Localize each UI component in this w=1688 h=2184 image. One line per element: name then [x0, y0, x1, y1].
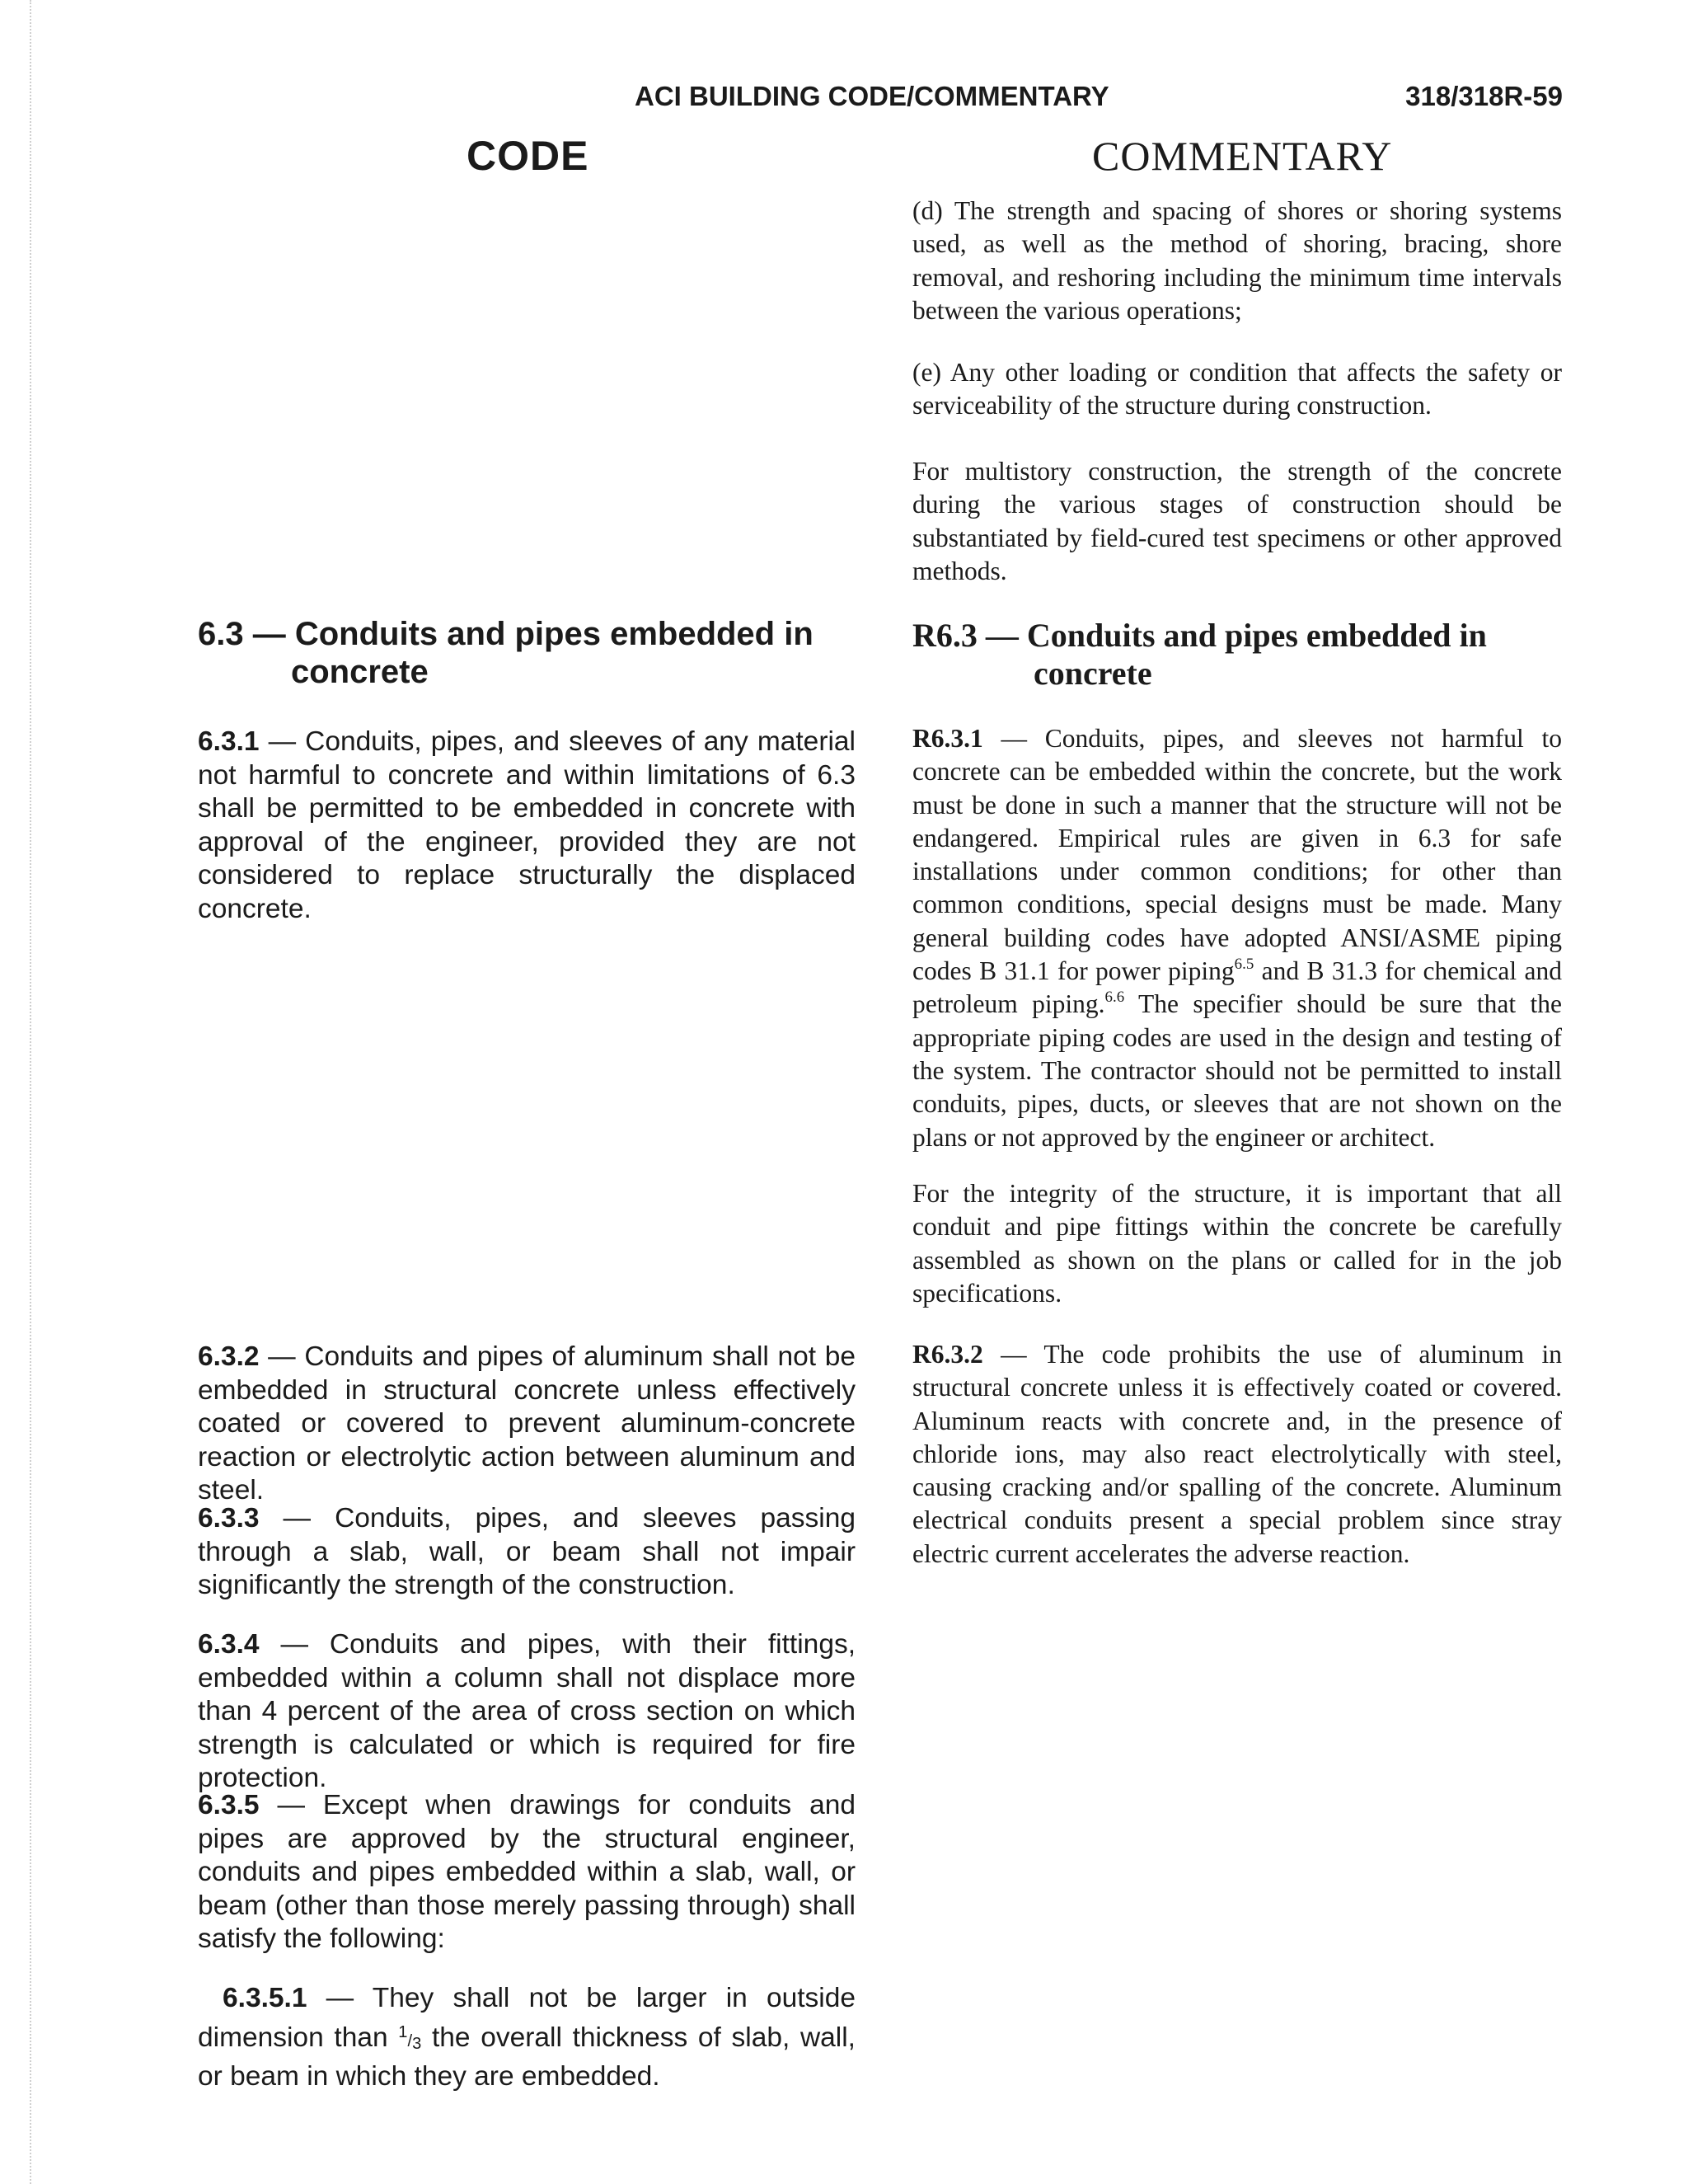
section-6-3-3: 6.3.3 — Conduits, pipes, and sleeves passing through a slab, wall, or beam shall not impair significantly the strength of the construction. [198, 1503, 856, 1600]
section-6-3-5: 6.3.5 — Except when drawings for conduits and pipes are approved by the structural engineer, conduits and pipes embedded within a slab, wall, or beam (other than those merely passing through) shall satisfy the following: [198, 1790, 856, 1954]
commentary-multistory-paragraph: For multistory construction, the strength of the concrete during the various stages of construction should be substantiated by field-cured test specimens or other approved methods. [912, 457, 1562, 585]
section-6-3-1: 6.3.1 — Conduits, pipes, and sleeves of any material not harmful to concrete and within limitations of 6.3 shall be permitted to be embedded in concrete with approval of the engineer, provided they are not considered to replace structurally the displaced concrete. [198, 726, 856, 924]
section-6-3-3-label: 6.3.3 [198, 1503, 260, 1533]
section-6-3-1-label: 6.3.1 [198, 726, 260, 757]
section-r6-3-heading: R6.3 — Conduits and pipes embedded in concrete [912, 617, 1487, 692]
section-6-3-2-label: 6.3.2 [198, 1341, 260, 1372]
commentary-column-title: COMMENTARY [1092, 133, 1393, 179]
commentary-integrity-paragraph: For the integrity of the structure, it is important that all conduit and pipe fittings within the concrete be carefully assembled as shown on the plans or called for in the job specifications. [912, 1179, 1562, 1308]
section-r6-3-1-label: R6.3.1 [912, 724, 983, 753]
commentary-item-d: (d) The strength and spacing of shores or shoring systems used, as well as the method of shoring, bracing, shore removal, and reshoring including the minimum time intervals between the various operations; [912, 196, 1562, 325]
section-r6-3-1: R6.3.1 — Conduits, pipes, and sleeves not harmful to concrete can be embedded within the concrete, but the work must be done in such a manner that the structure will not be endangered. Empirical rules are given in 6.3 for safe installations under common conditions; for other than common conditions, special designs must be made. Many general building codes have adopted ANSI/ASME piping codes B 31.1 for power piping$^{6.5}$ and B 31.3 for chemical and petroleum piping.$^{6.6}$ The specifier should be sure that the appropriate piping codes are used in the design and testing of the system. The contractor should not be permitted to install conduits, pipes, ducts, or sleeves that are not shown on the plans or not approved by the engineer or architect. [912, 724, 1562, 1152]
reference-6-5: 6.5 [1234, 955, 1254, 973]
section-r6-3-2: R6.3.2 — The code prohibits the use of aluminum in structural concrete unless it is effectively coated or covered. Aluminum reacts with concrete and, in the presence of chloride ions, may also react electrolytically with steel, causing cracking and/or spalling of the concrete. Aluminum electrical conduits present a special problem since stray electric current accelerates the adverse reaction. [912, 1340, 1562, 1568]
section-6-3-5-1: 6.3.5.1 — They shall not be larger in outside dimension than 1/3 the overall thickness of slab, wall, or beam in which they are embedded. [198, 1983, 856, 2092]
section-6-3-5-1-label: 6.3.5.1 [223, 1983, 307, 2013]
page-number: 318/318R-59 [1405, 81, 1563, 111]
reference-6-6: 6.6 [1104, 989, 1125, 1007]
running-head: ACI BUILDING CODE/COMMENTARY [635, 81, 1109, 111]
scan-edge-line [30, 0, 31, 2184]
section-6-3-5-label: 6.3.5 [198, 1790, 260, 1820]
section-6-3-heading: 6.3 — Conduits and pipes embedded in concrete [198, 616, 814, 690]
commentary-item-e: (e) Any other loading or condition that affects the safety or serviceability of the structure during construction. [912, 358, 1562, 420]
fraction-one-third: 1/3 [398, 2022, 422, 2053]
section-r6-3-2-label: R6.3.2 [912, 1340, 983, 1369]
section-6-3-4-label: 6.3.4 [198, 1629, 260, 1660]
section-6-3-2: 6.3.2 — Conduits and pipes of aluminum shall not be embedded in structural concrete unless effectively coated or covered to prevent aluminum-concrete reaction or electrolytic action between aluminum and steel. [198, 1341, 856, 1505]
section-6-3-4: 6.3.4 — Conduits and pipes, with their fittings, embedded within a column shall not displace more than 4 percent of the area of cross section on which strength is calculated or which is required for fire protection. [198, 1629, 856, 1793]
code-column-title: CODE [467, 133, 589, 179]
